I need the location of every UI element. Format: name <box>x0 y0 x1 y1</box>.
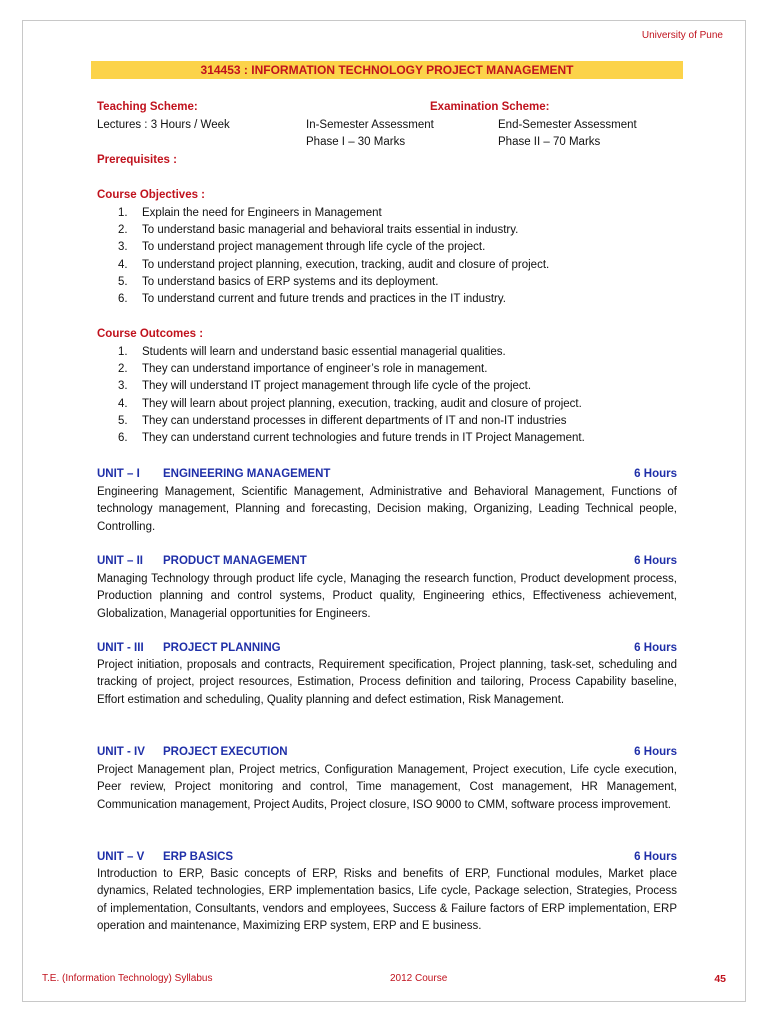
phase1-text: Phase I – 30 Marks <box>306 136 406 148</box>
unit-title: ENGINEERING MANAGEMENT <box>163 468 331 480</box>
list-item: 6. To understand current and future trends and practices in the IT industry. <box>118 292 506 305</box>
unit-hours: 6 Hours <box>634 642 677 654</box>
list-item: 3. They will understand IT project management through life cycle of the project. <box>118 380 532 393</box>
list-item: 4. To understand project planning, execution, tracking, audit and closure of project. <box>118 258 550 271</box>
phase2-text: Phase II – 70 Marks <box>498 136 601 148</box>
list-item: 5. They can understand processes in different departments of IT and non-IT industries <box>118 414 567 427</box>
unit-1-heading <box>97 466 677 483</box>
in-semester-text: In-Semester Assessment <box>306 119 434 131</box>
prerequisites-label: Prerequisites : <box>97 154 177 166</box>
unit-number: UNIT – I <box>97 468 140 480</box>
unit-number: UNIT - IV <box>97 746 145 758</box>
university-name: University of Pune <box>641 30 723 41</box>
unit-title: PROJECT EXECUTION <box>163 746 288 758</box>
unit-5-content: Introduction to ERP, Basic concepts of ERP, Risks and benefits of ERP, Functional modules, Market place dynamics, Related technologies, ERP implementation basics, Life cycle, Package selection, Strategies, Process of implementation, Consultants, vendors and employees, Success & Failure factors of ERP implementation, ERP operation and maintenance, Maximizing ERP system, ERP and E business. <box>97 868 677 933</box>
unit-hours: 6 Hours <box>634 746 677 758</box>
list-item: 5. To understand basics of ERP systems and its deployment. <box>118 275 439 288</box>
unit-title: ERP BASICS <box>163 851 234 863</box>
list-item: 6. They can understand current technologies and future trends in IT Project Management. <box>118 431 585 444</box>
list-item: 3. To understand project management through life cycle of the project. <box>118 241 486 254</box>
footer-course: 2012 Course <box>390 973 448 984</box>
objectives-list <box>118 205 549 308</box>
unit-5-heading <box>97 849 677 866</box>
examination-scheme-label: Examination Scheme: <box>430 101 550 113</box>
unit-number: UNIT – V <box>97 851 145 863</box>
unit-3-heading <box>97 640 677 657</box>
unit-4-content: Project Management plan, Project metrics, Configuration Management, Project execution, Life cycle execution, Peer review, Project monitoring and control, Time management, Cost management, HR Management, Communication management, Project Audits, Project closure, ISO 9000 to CMM, software process improvement. <box>97 764 677 811</box>
unit-3-content: Project initiation, proposals and contracts, Requirement specification, Project planning, task-set, scheduling and tracking of project, project resources, Estimation, Process definition and tailoring, Process Capability baseline, Effort estimation and scheduling, Quality planning and defect estimation, Risk Management. <box>97 659 677 706</box>
unit-hours: 6 Hours <box>634 555 677 567</box>
unit-2-heading <box>97 553 677 570</box>
course-outcomes-heading: Course Outcomes : <box>97 328 204 340</box>
list-item: 4. They will learn about project planning, execution, tracking, audit and closure of project. <box>118 397 582 410</box>
unit-title: PRODUCT MANAGEMENT <box>163 555 307 567</box>
list-item: 1. Students will learn and understand basic essential managerial qualities. <box>118 346 506 358</box>
unit-number: UNIT - III <box>97 642 144 654</box>
list-item: 2. To understand basic managerial and behavioral traits essential in industry. <box>118 224 519 237</box>
outcomes-list <box>118 344 585 447</box>
unit-4-heading <box>97 744 677 761</box>
end-semester-text: End-Semester Assessment <box>498 119 637 131</box>
course-title-bar: 314453 : INFORMATION TECHNOLOGY PROJECT MANAGEMENT <box>91 61 683 79</box>
unit-1-content: Engineering Management, Scientific Management, Administrative and Behavioral Management, Functions of technology management, Planning and forecasting, Decision making, Organizing, Leading Technical people, Controlling. <box>97 486 677 533</box>
unit-title: PROJECT PLANNING <box>163 642 281 654</box>
unit-hours: 6 Hours <box>634 468 677 480</box>
unit-hours: 6 Hours <box>634 851 677 863</box>
unit-2-content: Managing Technology through product life cycle, Managing the research function, Product development process, Production planning and control systems, Product quality, Engineering ethics, Effectiveness achievement, Globalization, Managerial opportunities for Engineers. <box>97 573 677 620</box>
lectures-text: Lectures : 3 Hours / Week <box>97 119 230 131</box>
footer-syllabus: T.E. (Information Technology) Syllabus <box>42 973 213 984</box>
unit-number: UNIT – II <box>97 555 144 567</box>
page-number: 45 <box>714 973 726 985</box>
course-objectives-heading: Course Objectives : <box>97 189 206 201</box>
teaching-scheme-label: Teaching Scheme: <box>97 101 198 113</box>
list-item: 2. They can understand importance of engineer’s role in management. <box>118 363 488 376</box>
list-item: 1. Explain the need for Engineers in Management <box>118 207 382 219</box>
